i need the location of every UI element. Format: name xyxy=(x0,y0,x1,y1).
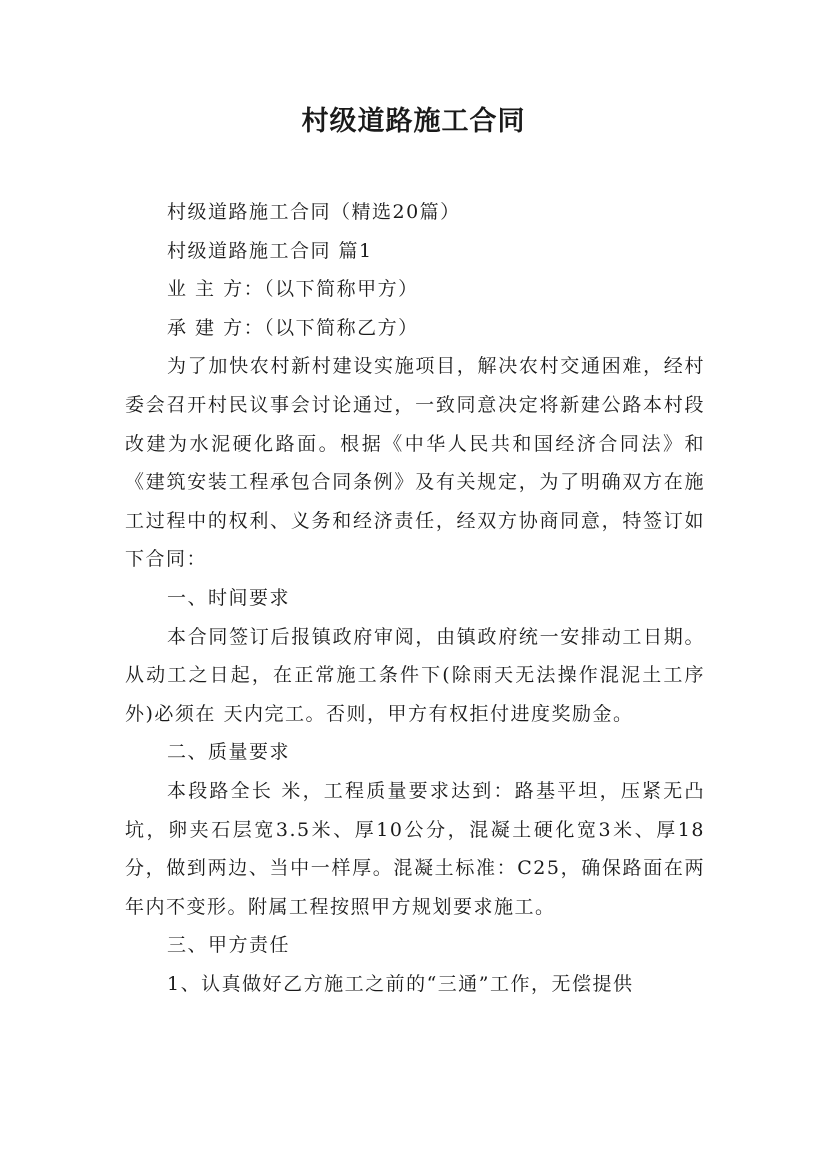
heading-party-a-responsibilities: 三、甲方责任 xyxy=(167,934,291,957)
heading-time-requirements: 一、时间要求 xyxy=(167,586,291,609)
contractor-line: 承 建 方：（以下简称乙方） xyxy=(167,316,419,339)
owner-line: 业 主 方：（以下简称甲方） xyxy=(167,278,419,301)
intro-paragraph: 为了加快农村新村建设实施项目，解决农村交通困难，经村委会召开村民议事会讨论通过，一致同意决定将新建公路本村段改建为水泥硬化路面。根据《中华人民共和国经济合同法》和《建筑安装工程承包合同条例》及有关规定，为了明确双方在施工过程中的权利、义务和经济责任，经双方协商同意，特签订如下合同： xyxy=(125,355,705,571)
paragraph-quality-requirements: 本段路全长 米，工程质量要求达到：路基平坦，压紧无凸坑，卵夹石层宽3.5米、厚10公分，混凝土硬化宽3米、厚18分，做到两边、当中一样厚。混凝土标准：C25，确保路面在两年内不变形。附属工程按照甲方规划要求施工。 xyxy=(125,779,705,918)
heading-quality-requirements: 二、质量要求 xyxy=(167,741,291,764)
document-subtitle: 村级道路施工合同（精选20篇） xyxy=(167,201,461,223)
paragraph-time-requirements: 本合同签订后报镇政府审阅，由镇政府统一安排动工日期。从动工之日起，在正常施工条件下(除雨天无法操作混泥土工序外)必须在 天内完工。否则，甲方有权拒付进度奖励金。 xyxy=(125,625,705,725)
document-body xyxy=(125,193,705,1003)
document-title: 村级道路施工合同 xyxy=(301,106,526,137)
paragraph-party-a-responsibilities: 1、认真做好乙方施工之前的“三通”工作，无偿提供 xyxy=(167,972,634,995)
section-heading: 村级道路施工合同 篇1 xyxy=(167,239,373,262)
